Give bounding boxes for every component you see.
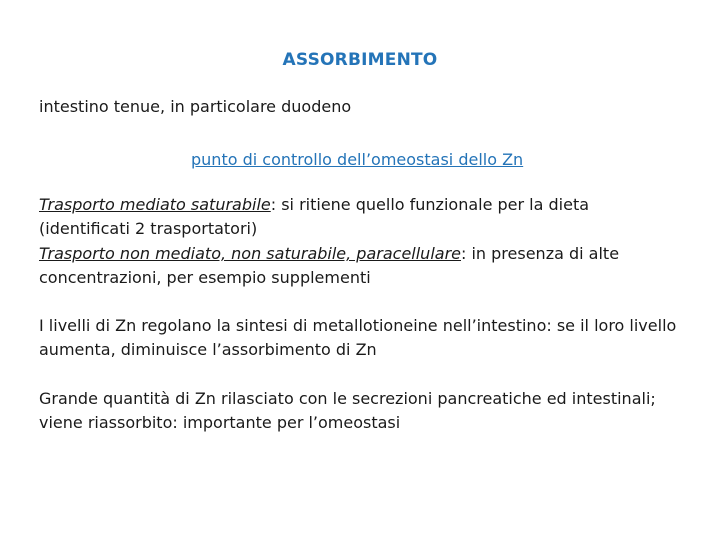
non-mediated-transport-description: : in presenza di alte: [461, 244, 620, 263]
non-mediated-transport-label: Trasporto non mediato, non saturabile, paracellulare: [39, 244, 461, 263]
secretion-line-2: viene riassorbito: importante per l’omeostasi: [39, 413, 401, 432]
mediated-transport-label: Trasporto mediato saturabile: [39, 195, 271, 214]
regulation-line-1: I livelli di Zn regolano la sintesi di metallotioneine nell’intestino: se il loro livello: [39, 316, 677, 335]
non-mediated-transport-line: [39, 243, 619, 265]
slide-title: ASSORBIMENTO: [282, 50, 438, 70]
mediated-transport-description: : si ritiene quello funzionale per la dieta: [270, 195, 590, 214]
subtitle-text: punto di controllo dell’omeostasi dello Zn: [191, 150, 524, 169]
secretion-line-1: Grande quantità di Zn rilasciato con le secrezioni pancreatiche ed intestinali;: [39, 389, 656, 408]
mediated-transport-line: [39, 194, 589, 216]
intro-text: intestino tenue, in particolare duodeno: [39, 97, 352, 116]
regulation-line-2: aumenta, diminuisce l’assorbimento di Zn: [39, 340, 377, 359]
non-mediated-transport-line-2: concentrazioni, per esempio supplementi: [39, 268, 371, 287]
mediated-transport-line-2: (identificati 2 trasportatori): [39, 219, 258, 238]
